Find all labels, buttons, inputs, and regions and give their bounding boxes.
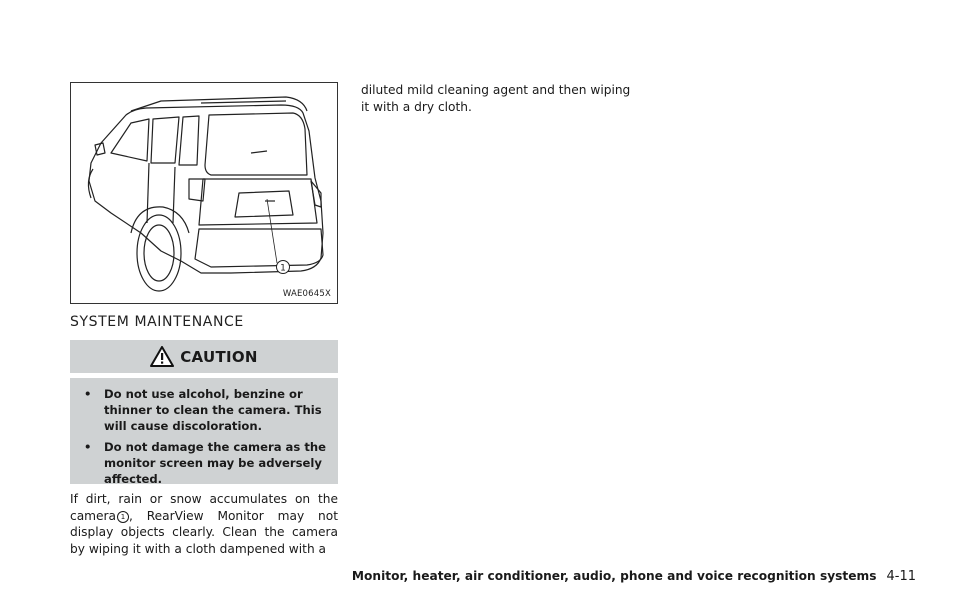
page-footer	[352, 569, 916, 584]
body-text-end: , RearView Monitor may not display objects clearly. Clean the camera by wiping it with a cloth dampened with a	[70, 508, 338, 556]
caution-item-text: Do not damage the camera as the monitor screen may be adversely affected.	[104, 440, 326, 486]
caution-label: CAUTION	[180, 347, 258, 366]
bullet-marker: •	[84, 440, 92, 454]
caution-item	[84, 386, 328, 434]
section-title: SYSTEM MAINTENANCE	[70, 314, 244, 330]
inline-callout-1: 1	[117, 511, 129, 523]
vehicle-illustration	[70, 82, 338, 304]
body-paragraph-left	[70, 491, 338, 557]
callout-number: 1	[280, 263, 286, 274]
figure-code: WAE0645X	[282, 289, 331, 299]
caution-item	[84, 439, 328, 487]
caution-item-text: Do not use alcohol, benzine or thinner to clean the camera. This will cause discoloration.	[104, 387, 322, 433]
caution-box	[70, 378, 338, 484]
body-paragraph-right: diluted mild cleaning agent and then wiping it with a dry cloth.	[361, 83, 631, 114]
chapter-title: Monitor, heater, air conditioner, audio, phone and voice recognition systems	[351, 569, 877, 583]
suv-rear-drawing	[71, 83, 337, 303]
bullet-marker: •	[84, 387, 92, 401]
warning-icon	[150, 346, 174, 367]
body-text-start: If dirt, rain or snow accumulates on the camera	[70, 492, 338, 523]
caution-header	[70, 340, 338, 373]
page-number: 4-11	[886, 569, 916, 584]
